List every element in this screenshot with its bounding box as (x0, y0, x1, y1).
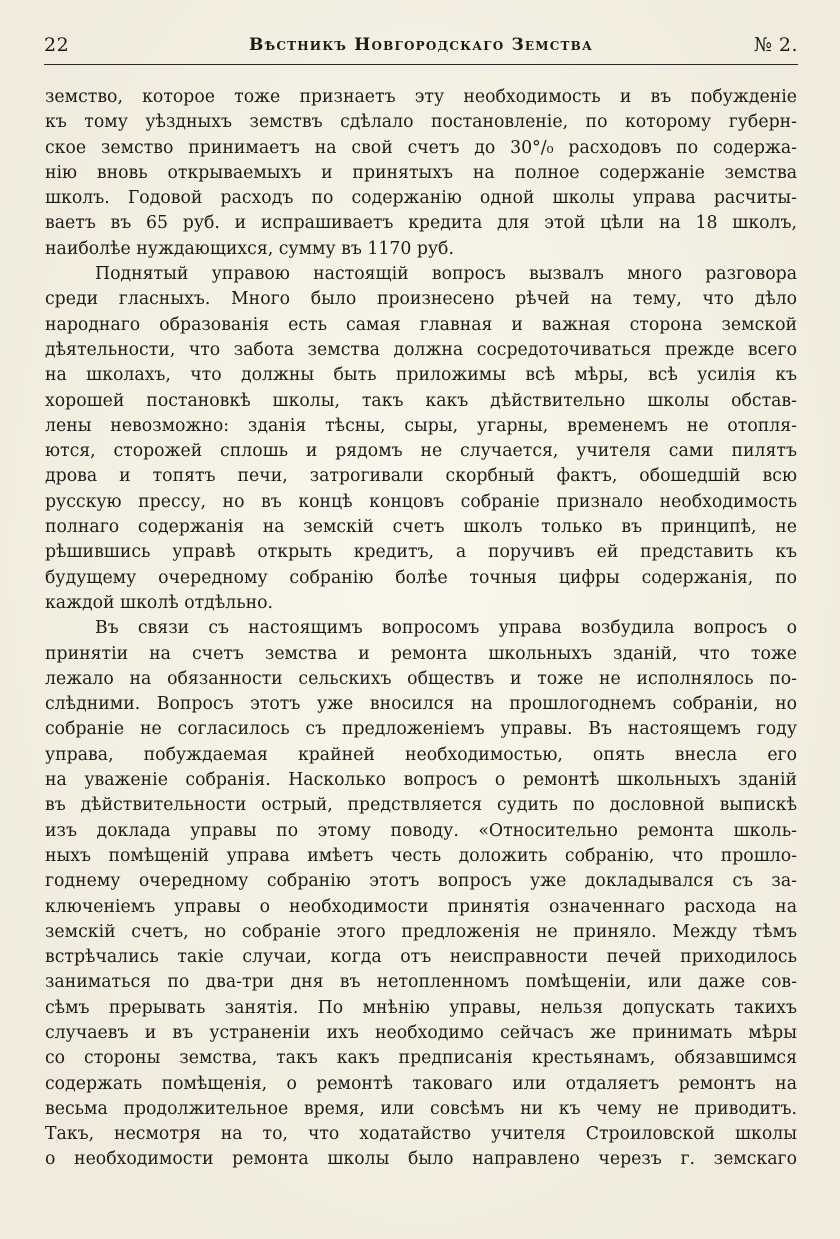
text-line: будущему очередному собранію болѣе точныя цифры содержанія, по (45, 567, 797, 588)
text-line: ваетъ въ 65 руб. и испрашиваетъ кредита для этой цѣли на 18 школъ, (45, 213, 797, 234)
text-line: случаевъ и въ устраненіи ихъ необходимо сейчасъ же принимать мѣры (45, 1022, 797, 1043)
text-line: на уваженіе собранія. Насколько вопросъ о ремонтѣ школьныхъ зданій (45, 770, 797, 791)
issue-number: № 2. (753, 34, 798, 56)
header-rule (44, 64, 798, 65)
text-line: русскую прессу, но въ концѣ концовъ собраніе признало необходимость (45, 491, 797, 512)
text-line: собраніе не согласилось съ предложеніемъ управы. Въ настоящемъ году (45, 719, 797, 740)
text-line: хорошей постановкѣ школы, такъ какъ дѣйствительно школы обстав- (45, 390, 797, 411)
text-line: дѣятельности, что забота земства должна сосредоточиваться прежде всего (45, 339, 797, 360)
text-line: среди гласныхъ. Много было произнесено рѣчей на тему, что дѣло (45, 289, 797, 310)
text-line: заниматься по два-три дня въ нетопленномъ помѣщеніи, или даже сов- (45, 972, 797, 993)
text-line: весьма продолжительное время, или совсѣмъ ни къ чему не приводитъ. (45, 1098, 797, 1119)
text-line: народнаго образованія есть самая главная и важная сторона земской (45, 314, 797, 335)
text-line: ключеніемъ управы о необходимости принятія означеннаго расхода на (45, 896, 797, 917)
text-line: лены невозможно: зданія тѣсны, сыры, угарны, временемъ не отопля- (45, 415, 797, 436)
page-number: 22 (44, 34, 70, 56)
text-line: школъ. Годовой расходъ по содержанію одной школы управа расчиты- (45, 188, 797, 209)
text-line: рѣшившись управѣ открыть кредитъ, а поручивъ ей представить къ (45, 542, 797, 563)
article-body (45, 85, 797, 1173)
text-line: въ дѣйствительности острый, предствляется судить по дословной выпискѣ (45, 795, 797, 816)
text-line: къ тому уѣздныхъ земствъ сдѣлало постановленіе, по которому губерн- (45, 112, 797, 133)
text-line: о необходимости ремонта школы было направлено черезъ г. земскаго (45, 1149, 797, 1170)
text-line: принятіи на счетъ земства и ремонта школьныхъ зданій, что тоже (45, 643, 797, 664)
text-line: Поднятый управою настоящій вопросъ вызвалъ много разговора (95, 264, 797, 285)
text-line: на школахъ, что должны быть приложимы всѣ мѣры, всѣ усилія къ (45, 365, 797, 386)
text-line: Такъ, несмотря на то, что ходатайство учителя Строиловской школы (45, 1124, 797, 1145)
text-line: управа, побуждаемая крайней необходимостью, опять внесла его (45, 744, 797, 765)
journal-title: Вѣстникъ Новгородскаго Земства (249, 35, 593, 55)
text-line: дрова и топятъ печи, затрогивали скорбный фактъ, обошедшій всю (45, 466, 797, 487)
text-line: годнему очередному собранію этотъ вопросъ уже докладывался съ за- (45, 871, 797, 892)
text-line: полнаго содержанія на земскій счетъ школъ только въ принципѣ, не (45, 517, 797, 538)
text-line: лежало на обязанности сельскихъ обществъ и тоже не исполнялось по- (45, 668, 797, 689)
text-line: ются, сторожей сплошь и рядомъ не случается, учителя сами пилятъ (45, 441, 797, 462)
text-line: земство, которое тоже признаетъ эту необходимость и въ побужденіе (45, 87, 797, 107)
text-line: нію вновь открываемыхъ и принятыхъ на полное содержаніе земства (45, 162, 797, 183)
running-head (44, 32, 798, 60)
text-line: Въ связи съ настоящимъ вопросомъ управа возбудила вопросъ о (95, 618, 797, 639)
text-line: ское земство принимаетъ на свой счетъ до 30°/₀ расходовъ по содержа- (45, 137, 797, 158)
text-line: содержать помѣщенія, о ремонтѣ таковаго или отдаляетъ ремонтъ на (45, 1073, 797, 1094)
text-line: ныхъ помѣщеній управа имѣетъ честь доложить собранію, что прошло- (45, 845, 797, 866)
text-line: со стороны земства, такъ какъ предписанія крестьянамъ, обязавшимся (45, 1048, 797, 1069)
text-line: наиболѣе нуждающихся, сумму въ 1170 руб. (45, 238, 454, 259)
text-line: сѣмъ прерывать занятія. По мнѣнію управы, нельзя допускать такихъ (45, 997, 797, 1018)
text-line: каждой школѣ отдѣльно. (45, 592, 274, 613)
text-line: земскій счетъ, но собраніе этого предложенія не приняло. Между тѣмъ (45, 921, 797, 942)
text-line: слѣдними. Вопросъ этотъ уже вносился на прошлогоднемъ собраніи, но (45, 694, 797, 715)
text-line: изъ доклада управы по этому поводу. «Относительно ремонта школь- (45, 820, 797, 841)
text-line: встрѣчались такіе случаи, когда отъ неисправности печей приходилось (45, 947, 797, 968)
